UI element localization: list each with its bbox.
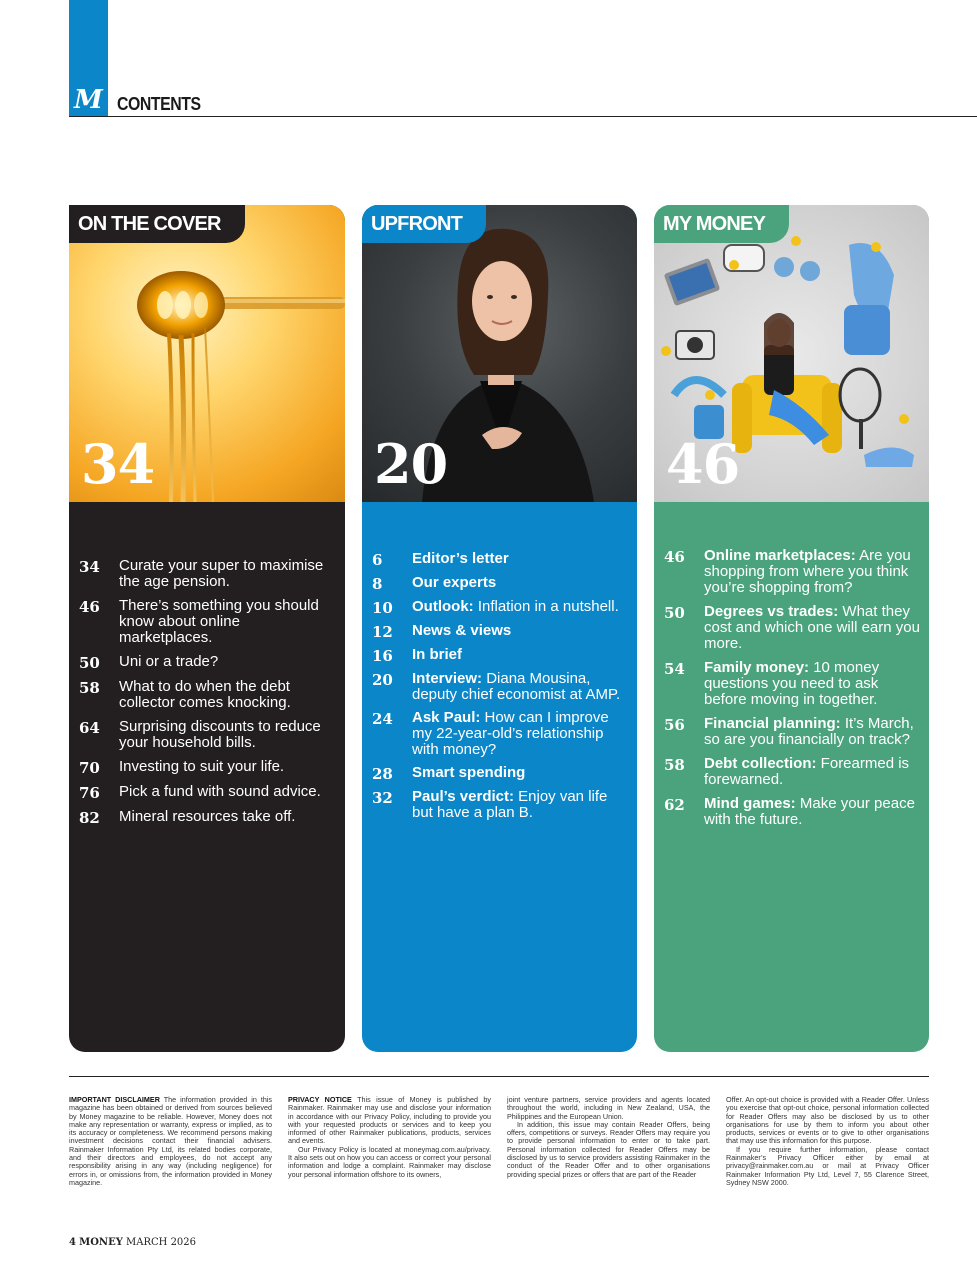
page-number: 8 <box>372 575 383 593</box>
story-title: Financial planning: <box>704 715 841 732</box>
list-item[interactable] <box>372 551 629 568</box>
my-money-story-list <box>664 548 921 836</box>
footer-issue: MARCH 2026 <box>126 1237 197 1248</box>
page-number: 54 <box>664 660 685 678</box>
column-on-the-cover <box>69 205 345 1052</box>
list-item[interactable] <box>664 660 921 708</box>
page-number: 20 <box>372 671 393 689</box>
story-title: Degrees vs trades: <box>704 603 839 620</box>
privacy-notice-continued <box>507 1096 710 1179</box>
story-title: Smart spending <box>412 764 526 781</box>
page-number: 46 <box>664 548 685 566</box>
privacy-paragraph: In addition, this issue may contain Reader Offers, being offers, competitions or surveys. Reader Offers may require you to provide personal information to enter or to take part. Personal information collected for Reader Offers may be disclosed by us to service providers assisting Rainmaker in the conduct of the Reader Offer and to other organisations providing special prizes or offers that are part of the Reader <box>507 1119 710 1179</box>
story-teaser: Curate your super to maximise the age pension. <box>119 557 324 590</box>
page-number: 58 <box>664 756 685 774</box>
story-title: Editor’s letter <box>412 550 509 567</box>
page-number: 24 <box>372 710 393 728</box>
list-item[interactable] <box>664 756 921 788</box>
column-label-on-the-cover: ON THE COVER <box>69 205 245 243</box>
story-teaser: Inflation in a nutshell. <box>473 598 619 615</box>
list-item[interactable] <box>79 558 337 590</box>
disclaimer-heading: IMPORTANT DISCLAIMER <box>69 1095 160 1104</box>
story-title: Family money: <box>704 659 810 676</box>
my-money-feature-page-number: 46 <box>666 432 740 496</box>
story-teaser: Are you shopping from where you think you’re shopping from? <box>704 547 911 596</box>
footer-brand: MONEY <box>79 1237 123 1248</box>
story-teaser: Mineral resources take off. <box>119 808 296 825</box>
story-teaser: 10 money questions you need to ask before moving in together. <box>704 659 880 708</box>
story-teaser: Make your peace with the future. <box>704 795 915 828</box>
list-item[interactable] <box>79 759 337 776</box>
story-title: In brief <box>412 646 463 663</box>
list-item[interactable] <box>79 719 337 751</box>
story-title: Mind games: <box>704 795 796 812</box>
footer-divider <box>69 1076 929 1077</box>
page-number: 50 <box>79 654 100 672</box>
story-teaser: Forearmed is forewarned. <box>704 755 910 788</box>
list-item[interactable] <box>372 710 629 758</box>
privacy-paragraph: This issue of Money is published by Rainmaker. Rainmaker may use and disclose your information in accordance with our Privacy Policy, including to provide you with your requested products or services and to keep you informed of other Rainmaker publications, products, services and events. <box>288 1095 491 1146</box>
list-item[interactable] <box>372 575 629 592</box>
page-number-footer: 4 <box>69 1237 76 1248</box>
column-label-upfront: UPFRONT <box>362 205 486 243</box>
cover-feature-page-number: 34 <box>81 432 155 496</box>
story-teaser: Uni or a trade? <box>119 653 219 670</box>
privacy-heading: PRIVACY NOTICE <box>288 1095 352 1104</box>
page-number: 16 <box>372 647 393 665</box>
magazine-logo: M <box>74 85 103 115</box>
story-title: News & views <box>412 622 512 639</box>
privacy-paragraph: Our Privacy Policy is located at moneymag.com.au/privacy. It also sets out on how you can access or correct your personal information and lodge a complaint. Rainmaker may disclose your personal information offshore to its owners, <box>288 1144 491 1179</box>
story-teaser: Surprising discounts to reduce your household bills. <box>119 718 321 751</box>
column-label-my-money: MY MONEY <box>654 205 789 243</box>
page-number: 62 <box>664 796 685 814</box>
cover-story-list <box>79 558 337 834</box>
page-number: 58 <box>79 679 100 697</box>
disclaimer-text: The information provided in this magazine has been obtained or derived from sources believed by Money magazine to be reliable. However, Money does not make any representation or warranty, express or implied, as to its accuracy or completeness. We recommend persons making investment decisions contact their financial advisers. Rainmaker Information Pty Ltd, its related bodies corporate, and their directors and employees, do not accept any responsibility arising in any way (including negligence) for errors in, or omissions from, the information provided in Money magazine. <box>69 1095 273 1187</box>
page-number: 46 <box>79 598 100 616</box>
column-my-money <box>654 205 929 1052</box>
list-item[interactable] <box>372 647 629 664</box>
page-number: 10 <box>372 599 393 617</box>
story-title: Paul’s verdict: <box>412 788 514 805</box>
list-item[interactable] <box>79 809 337 826</box>
list-item[interactable] <box>79 654 337 671</box>
page-number: 12 <box>372 623 393 641</box>
story-title: Interview: <box>412 670 483 687</box>
story-teaser: Investing to suit your life. <box>119 758 285 775</box>
story-teaser: There’s something you should know about online marketplaces. <box>119 597 319 646</box>
list-item[interactable] <box>79 784 337 801</box>
page-number: 82 <box>79 809 100 827</box>
page-number: 34 <box>79 558 100 576</box>
story-teaser: What they cost and which one will earn you more. <box>704 603 920 652</box>
upfront-feature-page-number: 20 <box>374 432 448 496</box>
page-number: 70 <box>79 759 100 777</box>
list-item[interactable] <box>372 623 629 640</box>
story-title: Ask Paul: <box>412 709 481 726</box>
page-number: 76 <box>79 784 100 802</box>
column-upfront <box>362 205 637 1052</box>
story-teaser: What to do when the debt collector comes knocking. <box>119 678 291 711</box>
story-title: Debt collection: <box>704 755 817 772</box>
story-title: Online marketplaces: <box>704 547 856 564</box>
privacy-paragraph: joint venture partners, service providers and agents located throughout the world, including in New Zealand, USA, the Philippines and the European Union. <box>507 1095 710 1121</box>
page-number: 50 <box>664 604 685 622</box>
list-item[interactable] <box>664 604 921 652</box>
list-item[interactable] <box>372 599 629 616</box>
list-item[interactable] <box>664 548 921 596</box>
privacy-notice-final <box>726 1096 929 1187</box>
story-title: Outlook: <box>412 598 474 615</box>
header-divider <box>69 116 977 117</box>
story-teaser: Pick a fund with sound advice. <box>119 783 321 800</box>
list-item[interactable] <box>664 716 921 748</box>
page-number: 28 <box>372 765 393 783</box>
page-footer <box>69 1237 196 1248</box>
page-number: 64 <box>79 719 100 737</box>
important-disclaimer <box>69 1096 272 1187</box>
upfront-story-list <box>372 551 629 828</box>
page-number: 56 <box>664 716 685 734</box>
list-item[interactable] <box>372 789 629 821</box>
story-teaser: It’s March, so are you financially on track? <box>704 715 914 748</box>
list-item[interactable] <box>372 765 629 782</box>
list-item[interactable] <box>372 671 629 703</box>
page-title: CONTENTS <box>117 94 201 114</box>
page-number: 6 <box>372 551 383 569</box>
list-item[interactable] <box>79 679 337 711</box>
page-number: 32 <box>372 789 393 807</box>
list-item[interactable] <box>664 796 921 828</box>
story-teaser: How can I improve my 22-year-old’s relationship with money? <box>412 709 609 758</box>
privacy-notice <box>288 1096 491 1179</box>
privacy-paragraph: If you require further information, please contact Rainmaker’s Privacy Officer either by email at privacy@rainmaker.com.au or mail at Privacy Officer Rainmaker Information Pty Ltd, Level 7, 55 Clarence Street, Sydney NSW 2000. <box>726 1144 929 1187</box>
story-teaser: Enjoy van life but have a plan B. <box>412 788 608 821</box>
story-teaser: Diana Mousina, deputy chief economist at AMP. <box>412 670 621 703</box>
list-item[interactable] <box>79 598 337 646</box>
privacy-paragraph: Offer. An opt-out choice is provided with a Reader Offer. Unless you exercise that opt-out choice, personal information collected for Reader Offers may also be disclosed by us to other organisations for use by them to inform you about other products, services or events or to give to other organisations that may use this information for this purpose. <box>726 1095 929 1146</box>
story-title: Our experts <box>412 574 497 591</box>
